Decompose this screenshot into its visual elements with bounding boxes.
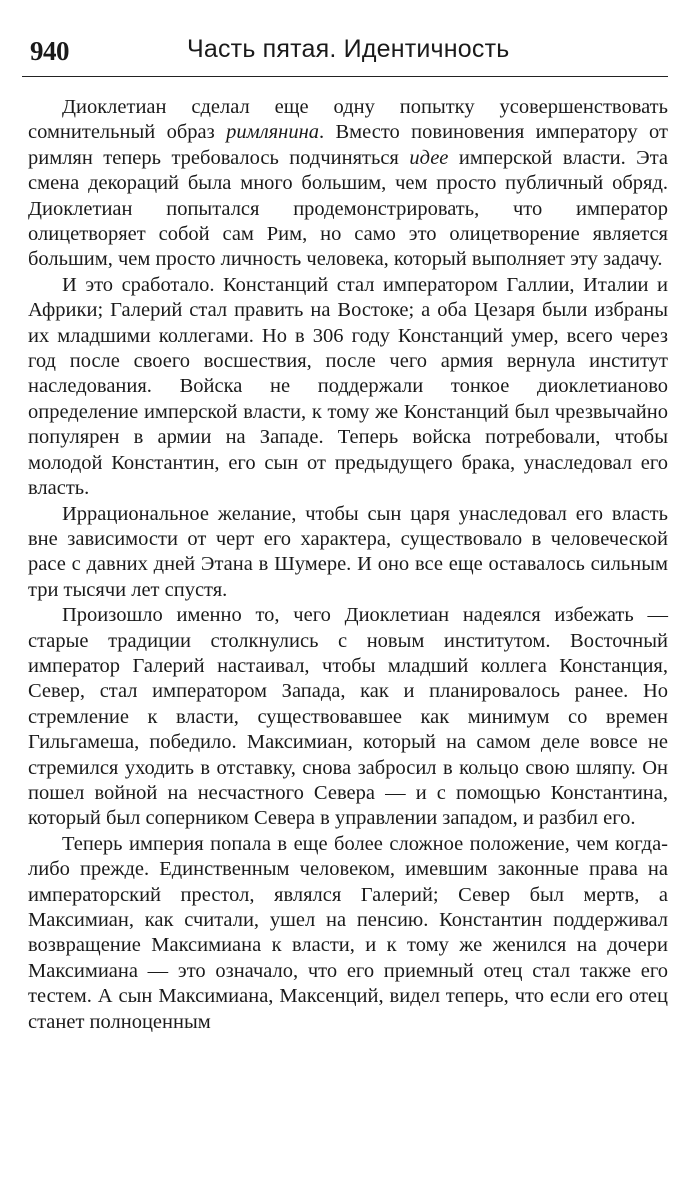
body-text xyxy=(28,95,668,1035)
paragraph-2: И это сработало. Констанций стал императором Галлии, Италии и Африки; Галерий стал править на Востоке; а оба Цезаря были избраны их младшими коллегами. Но в 306 году Констанций умер, всего через год после своего восшествия, после чего армия вернула институт наследования. Войска не поддержали тонкое диоклетианово определение имперской власти, к тому же Констанций был чрезвычайно популярен в армии на Западе. Теперь войска потребовали, чтобы молодой Константин, его сын от предыдущего брака, унаследовал его власть. xyxy=(28,273,668,500)
page-number: 940 xyxy=(30,36,69,66)
paragraph-5: Теперь империя попала в еще более сложное положение, чем когда-либо прежде. Единственным человеком, имевшим законные права на императорский престол, являлся Галерий; Север был мертв, а Максимиан, как считали, ушел на пенсию. Константин поддерживал возвращение Максимиана к власти, и к тому же женился на дочери Максимиана — это означало, что его приемный отец стал также его тестем. А сын Максимиана, Максенций, видел теперь, что если его отец станет полноценным xyxy=(28,832,668,1033)
paragraph-1-text-c: имперской власти. Эта смена декораций была много большим, чем просто публичный обряд. Диоклетиан попытался продемонстрировать, что император олицетворяет собой сам Рим, но само это олицетворение является большим, чем просто личность человека, который выполняет эту задачу. xyxy=(28,146,669,271)
paragraph-3: Иррациональное желание, чтобы сын царя унаследовал его власть вне зависимости от черт его характера, существовало в человеческой расе с давних дней Этана в Шумере. И оно все еще оставалось сильным три тысячи лет спустя. xyxy=(28,502,668,601)
header-rule xyxy=(22,76,668,77)
paragraph-1-text-b: . Вместо повиновения императору от римлян теперь требовалось подчиняться xyxy=(28,121,668,169)
paragraph-1-text-a: Диоклетиан сделал еще одну попытку усовершенствовать сомнительный образ xyxy=(28,96,668,144)
paragraph-1 xyxy=(28,95,668,273)
running-head: Часть пятая. Идентичность xyxy=(187,35,510,63)
emphasis-romanina: римлянина xyxy=(226,121,319,144)
page-header xyxy=(22,30,667,70)
emphasis-idee: идее xyxy=(409,146,449,169)
paragraph-4: Произошло именно то, чего Диоклетиан надеялся избежать — старые традиции столкнулись с новым институтом. Восточный император Галерий настаивал, чтобы младший коллега Констанция, Север, стал императором Запада, как и планировалось ранее. Но стремление к власти, существовавшее как минимум со времен Гильгамеша, победило. Максимиан, который на самом деле вовсе не стремился уходить в отставку, снова забросил в кольцо свою шляпу. Он пошел войной на несчастного Севера — и с помощью Константина, который был соперником Севера в управлении западом, и разбил его. xyxy=(28,604,668,830)
